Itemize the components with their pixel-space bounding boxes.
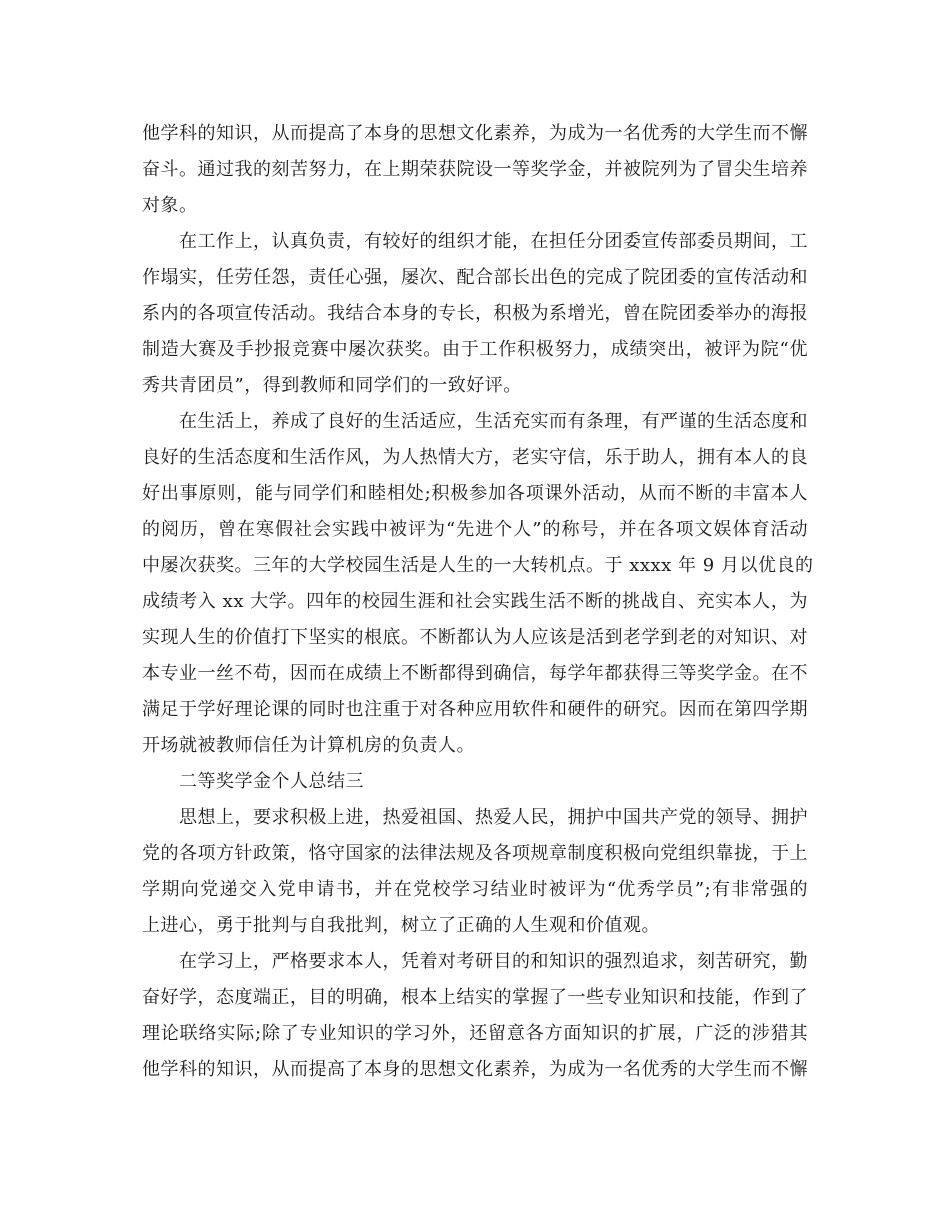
text-line: 在生活上，养成了良好的生活适应，生活充实而有条理，有严谨的生活态度和: [179, 411, 808, 432]
text-line: 思想上，要求积极上进，热爱祖国、热爱人民，拥护中国共产党的领导、拥护: [179, 807, 808, 828]
text-line: 上进心，勇于批判与自我批判，树立了正确的人生观和价值观。: [142, 915, 660, 936]
text-line: 在学习上，严格要求本人，凭着对考研目的和知识的强烈追求，刻苦研究，勤: [179, 951, 808, 972]
text-line: 实现人生的价值打下坚实的根底。不断都认为人应该是活到老学到老的对知识、对: [142, 627, 808, 648]
text-line: 奋好学，态度端正，目的明确，根本上结实的掌握了一些专业知识和技能，作到了: [142, 987, 808, 1008]
text-line: 秀共青团员”，得到教师和同学们的一致好评。: [142, 375, 522, 396]
text-line: 本专业一丝不苟，因而在成绩上不断都得到确信，每学年都获得三等奖学金。在不: [142, 663, 808, 684]
text-line: 系内的各项宣传活动。我结合本身的专长，积极为系增光，曾在院团委举办的海报: [142, 303, 808, 324]
text-line: 制造大赛及手抄报竞赛中屡次获奖。由于工作积极努力，成绩突出，被评为院“优: [142, 339, 808, 360]
text-line: 奋斗。通过我的刻苦努力，在上期荣获院设一等奖学金，并被院列为了冒尖生培养: [142, 159, 808, 180]
text-line: 理论联络实际;除了专业知识的学习外，还留意各方面知识的扩展，广泛的涉猎其: [142, 1023, 808, 1044]
text-line: 二等奖学金个人总结三: [179, 771, 364, 792]
text-line: 成绩考入 xx 大学。四年的校园生涯和社会实践生活不断的挑战自、充实本人，为: [142, 591, 808, 612]
text-line: 满足于学好理论课的同时也注重于对各种应用软件和硬件的研究。因而在第四学期: [142, 699, 808, 720]
text-line: 他学科的知识，从而提高了本身的思想文化素养，为成为一名优秀的大学生而不懈: [142, 1059, 808, 1080]
text-line: 党的各项方针政策，恪守国家的法律法规及各项规章制度积极向党组织靠拢，于上: [142, 843, 808, 864]
text-line: 开场就被教师信任为计算机房的负责人。: [142, 735, 475, 756]
text-line: 中屡次获奖。三年的大学校园生活是人生的一大转机点。于 xxxx 年 9 月以优良的: [142, 555, 814, 576]
text-line: 对象。: [142, 195, 198, 216]
document-body: [142, 116, 814, 1088]
text-line: 他学科的知识，从而提高了本身的思想文化素养，为成为一名优秀的大学生而不懈: [142, 123, 808, 144]
text-line: 学期向党递交入党申请书，并在党校学习结业时被评为“优秀学员”;有非常强的: [142, 879, 808, 900]
text-line: 在工作上，认真负责，有较好的组织才能，在担任分团委宣传部委员期间，工: [179, 231, 808, 252]
text-line: 好出事原则，能与同学们和睦相处;积极参加各项课外活动，从而不断的丰富本人: [142, 483, 808, 504]
text-line: 良好的生活态度和生活作风，为人热情大方，老实守信，乐于助人，拥有本人的良: [142, 447, 808, 468]
text-line: 作塌实，任劳任怨，责任心强，屡次、配合部长出色的完成了院团委的宣传活动和: [142, 267, 808, 288]
text-line: 的阅历，曾在寒假社会实践中被评为“先进个人”的称号，并在各项文娱体育活动: [142, 519, 808, 540]
